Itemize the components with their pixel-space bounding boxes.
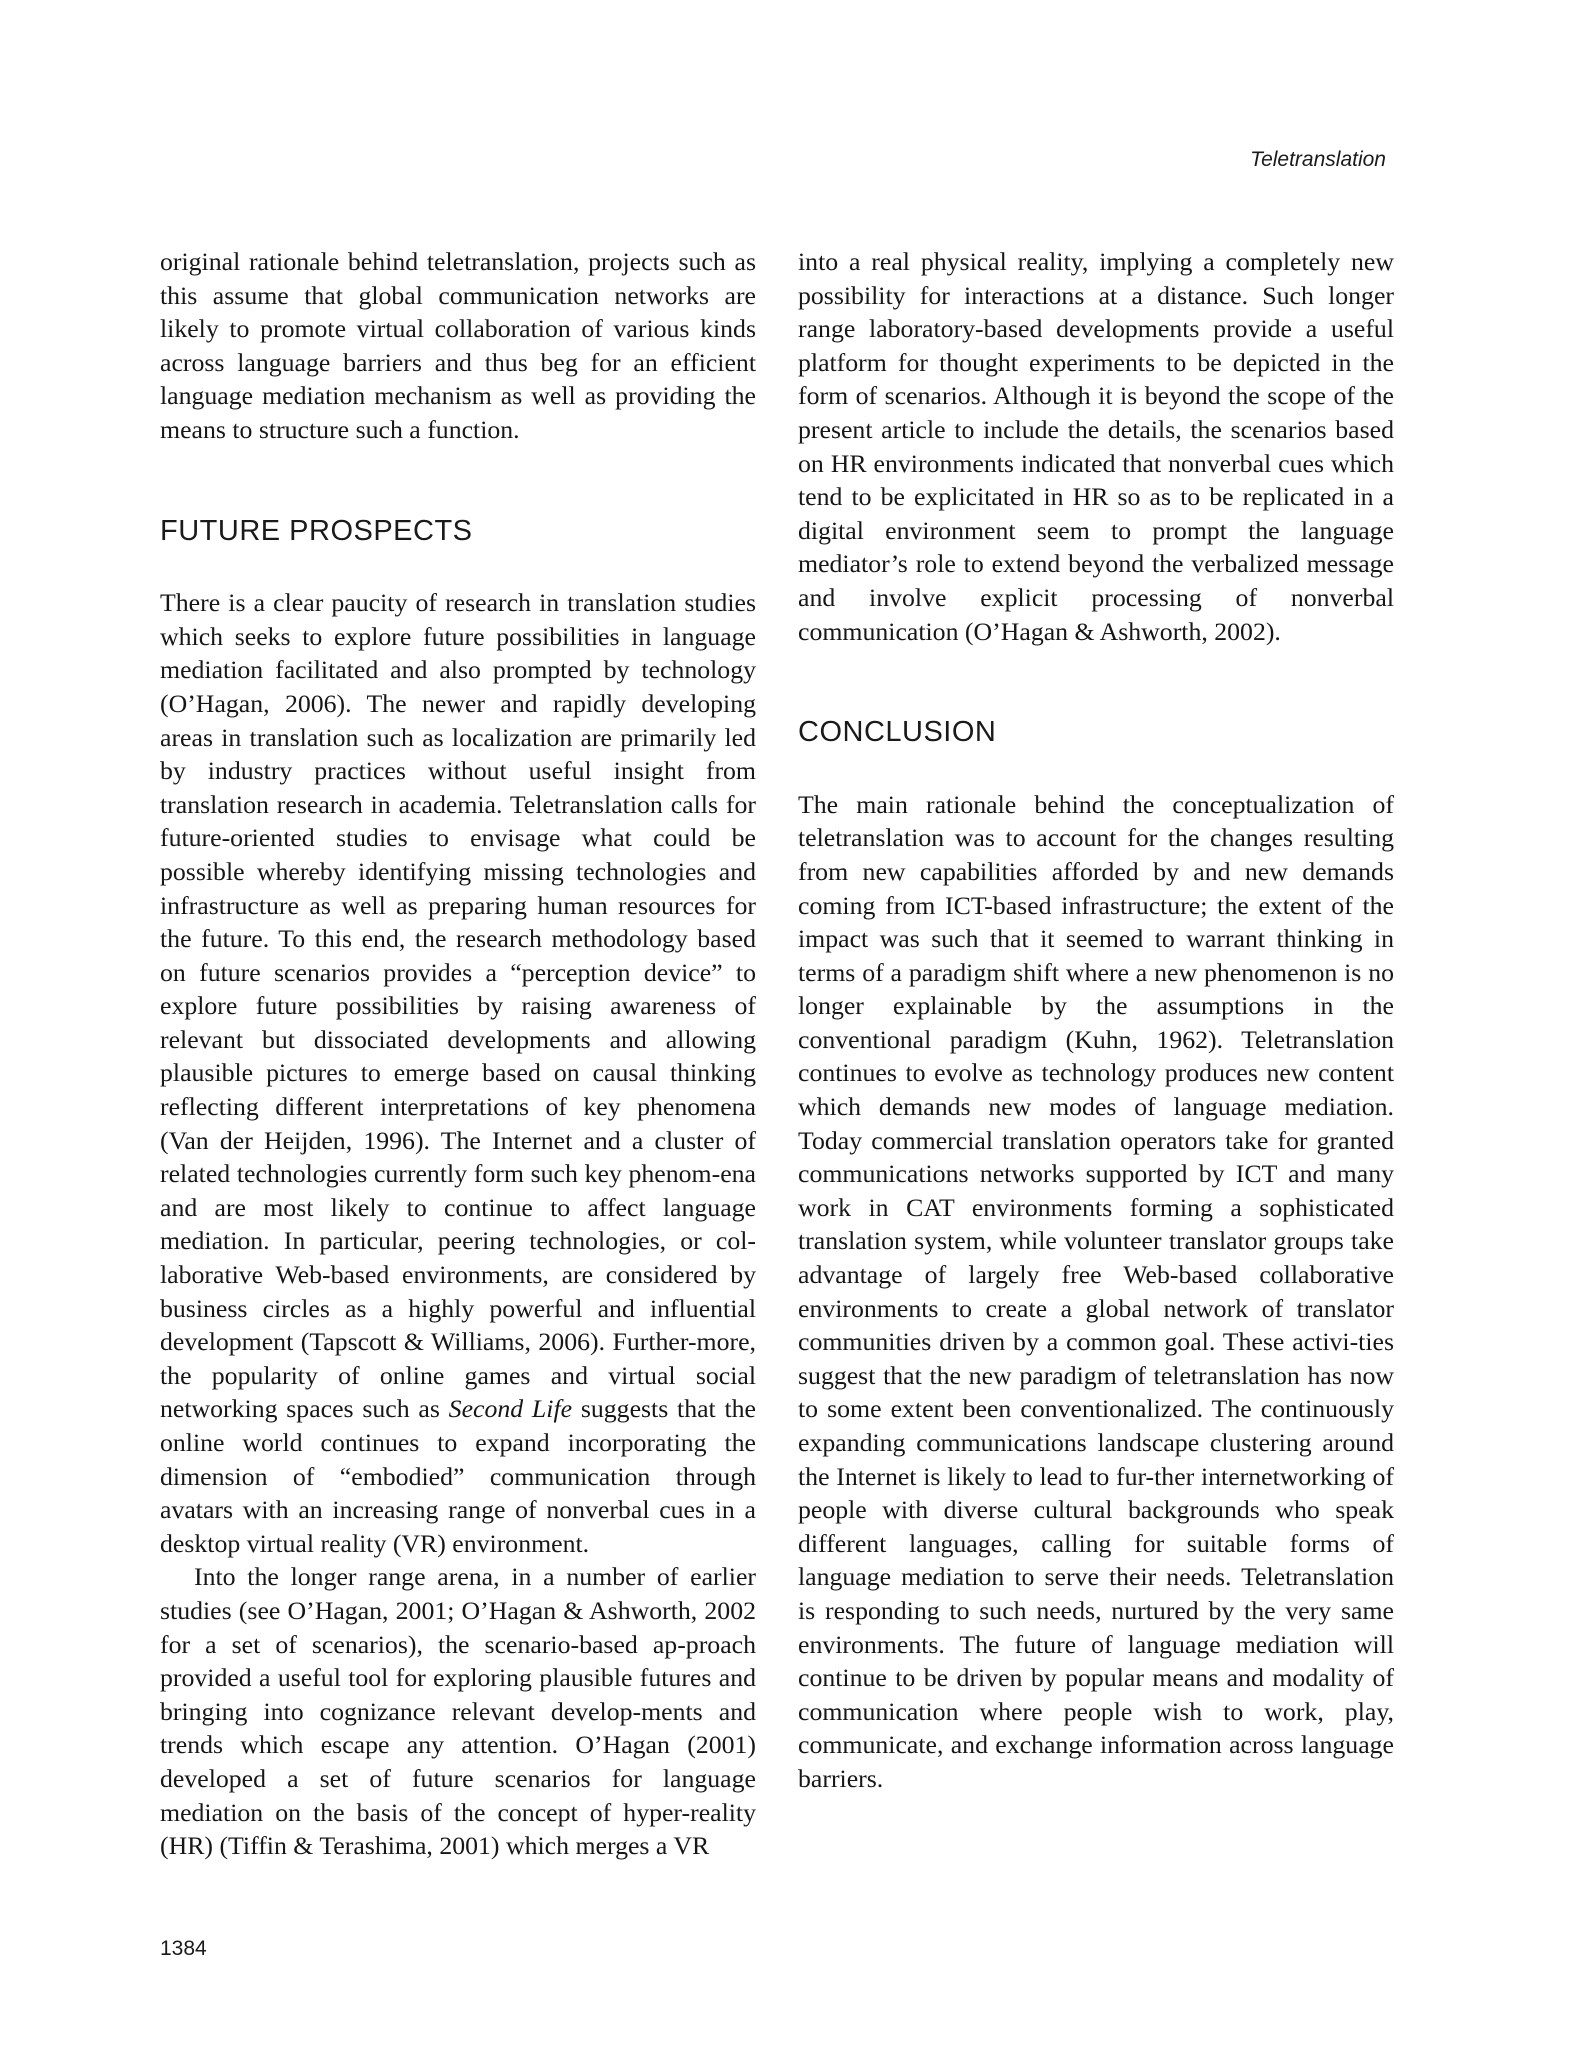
paragraph: The main rationale behind the conceptualization of teletranslation was to account for the changes resulting from new capabilities afforded by and new demands coming from ICT-based infrastructure; the extent of the impact was such that it seemed to warrant thinking in terms of a paradigm shift where a new phenomenon is no longer explainable by the assumptions in the conventional paradigm (Kuhn, 1962). Teletranslation continues to evolve as technology produces new content which demands new modes of language mediation. Today commercial translation operators take for granted communications networks supported by ICT and many work in CAT environments forming a sophisticated translation system, while volunteer translator groups take advantage of largely free Web-based collaborative environments to create a global network of translator communities driven by a common goal. These activi-ties suggest that the new paradigm of teletranslation has now to some extent been conventionalized. The continuously expanding communications landscape clustering around the Internet is likely to lead to fur-ther internetworking of people with diverse cultural backgrounds who speak different languages, calling for suitable forms of language mediation to serve their needs. Teletranslation is responding to such needs, nurtured by the very same environments. The future of language mediation will continue to be driven by popular means and modality of communication where people wish to work, play, communicate, and exchange information across language barriers.	[798, 789, 1394, 1793]
page-number: 1384	[160, 1937, 207, 1960]
paragraph: original rationale behind teletranslation, projects such as this assume that global communication networks are likely to promote virtual collaboration of various kinds across language barriers and thus beg for an efficient language mediation mechanism as well as providing the means to structure such a function.	[160, 247, 756, 444]
paragraph-text: There is a clear paucity of research in translation studies which seeks to explore future possibilities in language mediation facilitated and also prompted by technology (O’Hagan, 2006). The newer and rapidly developing areas in translation such as localization are primarily led by industry practices without useful insight from translation research in academia. Teletranslation calls for future-oriented studies to envisage what could be possible whereby identifying missing technologies and infrastructure as well as preparing human resources for the future. To this end, the research methodology based on future scenarios provides a “perception device” to explore future possibilities by raising awareness of relevant but dissociated developments and allowing plausible pictures to emerge based on causal thinking reflecting different interpretations of key phenomena (Van der Heijden, 1996). The Internet and a cluster of related technologies currently form such key phenom-ena and are most likely to continue to affect language mediation. In particular, peering technologies, or col-laborative Web-based environments, are considered by business circles as a highly powerful and influential development (Tapscott & Williams, 2006). Further-more, the popularity of online games and virtual social networking spaces such as	[160, 588, 756, 1424]
paragraph-text: suggests that the online world continues to expand incorporating the dimension of “embodied” communication through avatars with an increasing range of nonverbal cues in a desktop virtual reality (VR) environment.	[160, 1394, 756, 1558]
running-header: Teletranslation	[1250, 148, 1386, 171]
right-column	[798, 245, 1394, 1796]
section-heading-conclusion: CONCLUSION	[798, 716, 997, 749]
paragraph	[160, 586, 756, 1560]
paragraph: into a real physical reality, implying a completely new possibility for interactions at a distance. Such longer range laboratory-based developments provide a useful platform for thought experiments to be depicted in the form of scenarios. Although it is beyond the scope of the present article to include the details, the scenarios based on HR environments indicated that nonverbal cues which tend to be explicitated in HR so as to be replicated in a digital environment seem to prompt the language mediator’s role to extend beyond the verbalized message and involve explicit processing of nonverbal communication (O’Hagan & Ashworth, 2002).	[798, 247, 1394, 646]
left-column	[160, 245, 756, 1863]
paragraph: Into the longer range arena, in a number of earlier studies (see O’Hagan, 2001; O’Hagan & Ashworth, 2002 for a set of scenarios), the scenario-based ap-proach provided a useful tool for exploring plausible futures and bringing into cognizance relevant develop-ments and trends which escape any attention. O’Hagan (2001) developed a set of future scenarios for language mediation on the basis of the concept of hyper-reality (HR) (Tiffin & Terashima, 2001) which merges a VR	[160, 1562, 756, 1861]
italic-title: Second Life	[448, 1394, 573, 1424]
section-heading-future-prospects: FUTURE PROSPECTS	[160, 514, 473, 547]
